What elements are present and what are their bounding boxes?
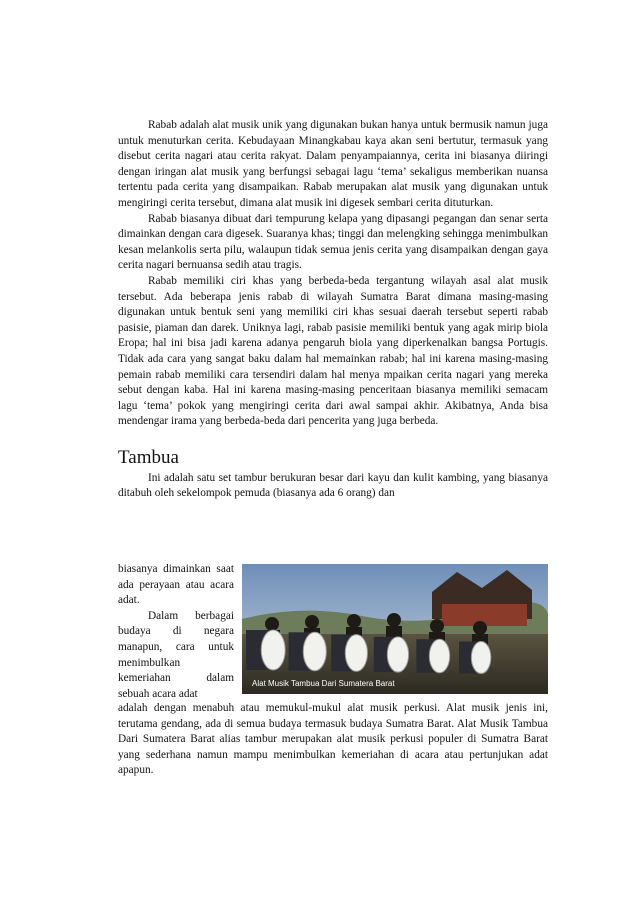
rabab-paragraph-1: Rabab adalah alat musik unik yang digunakan bukan hanya untuk bermusik namun juga untuk menuturkan cerita. Kebudayaan Minangkabau kaya akan seni bertutur, termasuk yang disebut cerita nagari atau cerita rakyat. Dalam penyampaiannya, cerita ini biasanya diiringi dengan iringan alat musik yang berfungsi sebagai lagu ‘tema’ sekaligus memberikan nuansa tertentu pada cerita yang disampaikan. Rabab merupakan alat musik yang digunakan untuk mengiringi cerita tersebut, dimana alat musik ini digesek sembari cerita dituturkan. — [118, 119, 548, 209]
drum-head — [303, 632, 326, 670]
drum-head — [387, 637, 408, 672]
drum-head — [471, 642, 491, 674]
tambua-paragraph-2-rest: adalah dengan menabuh atau memukul-mukul alat musik perkusi. Alat musik jenis ini, terutama gendang, ada di semua budaya termasuk budaya Sumatra Barat. Alat Musik Tambua Dari Sumatera Barat alias tambur merupakan alat musik perkusi populer di Sumatra Barat yang sederhana namun mampu menimbulkan kemeriahan di acara atau pertunjukan adat apapun. — [118, 702, 548, 777]
tambua-photo-art — [242, 564, 548, 694]
tambua-full-column — [118, 701, 548, 779]
tambua-paragraph-1-text: Ini adalah satu set tambur berukuran besar dari kayu dan kulit kambing, yang biasanya ditabuh oleh sekelompok pemuda (biasanya ada 6 orang) dan — [118, 471, 548, 500]
rabab-paragraph-3: Rabab memiliki ciri khas yang berbeda-beda tergantung wilayah asal alat musik tersebut. Ada beberapa jenis rabab di wilayah Sumatra Barat dimana masing-masing digunakan untuk bentuk seni yang memiliki ciri khas sesuai daerah tersebut seperti rabab pasisie, piaman dan darek. Uniknya lagi, rabab pasisie memiliki bentuk yang agak mirip biola Eropa; hal ini bisa jadi karena adanya pengaruh biola yang diperkenalkan bangsa Portugis. Tidak ada cara yang sangat baku dalam hal memainkan rabab; hal ini karena masing-masing pemain rabab memiliki cara tersendiri dalam hal menya mpaikan cerita nagari yang mereka sebut dengan kaba. Hal ini karena masing-masing penceritaan biasanya memiliki semacam lagu ‘tema’ pokok yang mengiringi cerita dari awal sampai akhir. Akibatnya, Anda bisa mendengar irama yang berbeda-beda dari pencerita yang juga berbeda. — [118, 274, 548, 428]
drum-head — [345, 635, 367, 672]
drum-head — [261, 630, 285, 670]
tambua-photo — [242, 564, 548, 694]
drum-head — [429, 639, 449, 673]
tambua-narrow-column — [118, 562, 234, 702]
tambua-paragraph-2-head: Dalam berbagai budaya di negara manapun, cara untuk menimbulkan kemeriahan dalam sebuah acara adat — [118, 609, 234, 700]
tambua-paragraph-1-tail: biasanya dimainkan saat ada perayaan atau acara adat. — [118, 563, 234, 607]
tambua-section — [118, 471, 548, 502]
section-heading-tambua: Tambua — [118, 446, 179, 468]
rabab-paragraph-2: Rabab biasanya dibuat dari tempurung kelapa yang dipasangi pegangan dan senar serta dimainkan dengan cara digesek. Suaranya khas; tinggi dan melengking sehingga menimbulkan kesan melankolis serta pilu, walaupun tidak semua jenis cerita yang disampaikan dengan gaya cerita nagari bernuansa sedih atau tragis. — [118, 212, 548, 272]
tambua-photo-caption: Alat Musik Tambua Dari Sumatera Barat — [252, 679, 395, 688]
tambua-paragraph-1 — [118, 471, 548, 502]
document-page — [118, 118, 548, 502]
tambua-paragraph-2-start — [118, 562, 234, 702]
